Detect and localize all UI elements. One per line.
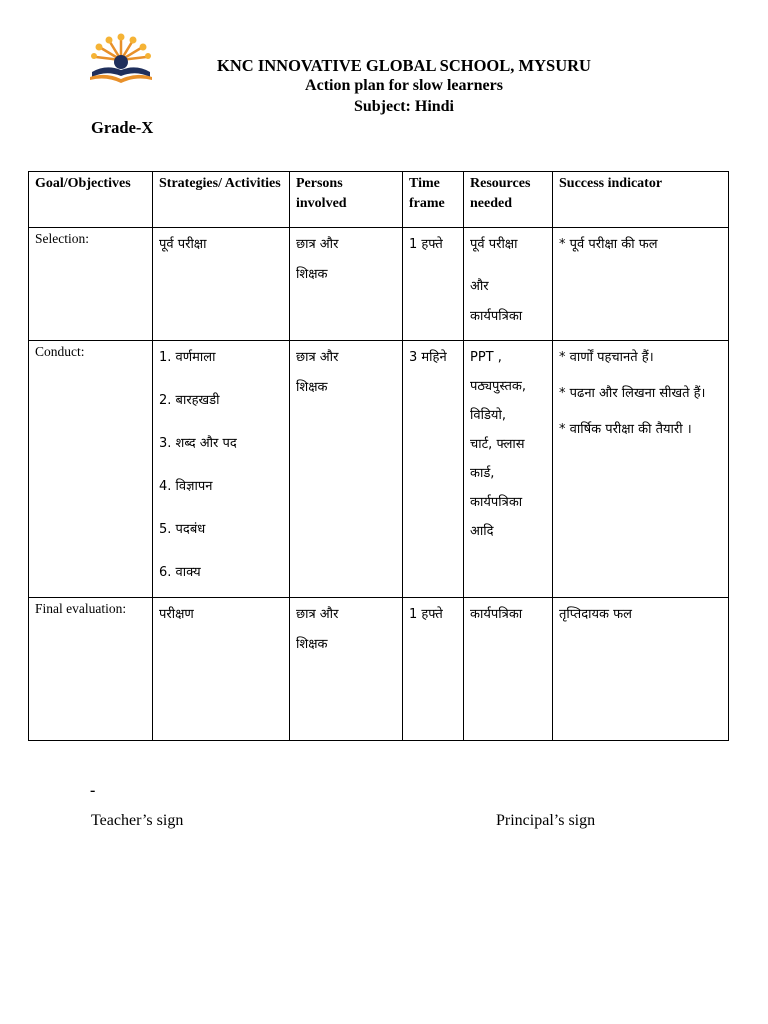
- resource-item: PPT ,: [470, 350, 502, 365]
- resource-item: आदि: [470, 524, 494, 539]
- success-item: तृप्तिदायक फल: [559, 607, 632, 622]
- resources-cell: [464, 341, 553, 598]
- time-cell: 1 हफ्ते: [403, 228, 464, 341]
- resource-item: और: [470, 279, 489, 294]
- success-item: * पूर्व परीक्षा की फल: [559, 237, 658, 252]
- action-plan-table: [28, 171, 729, 741]
- persons-cell: [290, 228, 403, 341]
- success-item: * पढना और लिखना सीखते हैं।: [559, 386, 706, 401]
- strategy-item: 2. बारहखडी: [159, 393, 220, 408]
- column-header: Persons involved: [290, 172, 403, 228]
- school-name: KNC INNOVATIVE GLOBAL SCHOOL, MYSURU: [217, 56, 591, 75]
- resource-item: विडियो,: [470, 408, 506, 423]
- column-header: Success indicator: [553, 172, 729, 228]
- strategy-item: 1. वर्णमाला: [159, 350, 216, 365]
- strategy-item: 6. वाक्य: [159, 565, 201, 580]
- strategy-item: परीक्षण: [159, 607, 194, 622]
- teacher-sign-label: Teacher’s sign: [91, 812, 184, 829]
- column-header: Goal/Objectives: [29, 172, 153, 228]
- success-cell: [553, 228, 729, 341]
- strategies-cell: [153, 228, 290, 341]
- resource-item: पठ्यपुस्तक,: [470, 379, 527, 394]
- success-item: * वार्णों पहचानते हैं।: [559, 350, 654, 365]
- persons-line: छात्र और: [296, 607, 339, 622]
- table-row: [29, 341, 729, 598]
- resource-item: चार्ट, फ्लास: [470, 437, 525, 452]
- persons-line: छात्र और: [296, 237, 339, 252]
- strategy-item: 5. पदबंध: [159, 522, 206, 537]
- grade-label: Grade-X: [91, 118, 154, 137]
- goal-cell: Conduct:: [29, 341, 153, 598]
- persons-cell: [290, 598, 403, 741]
- strategies-cell: [153, 598, 290, 741]
- success-item: * वार्षिक परीक्षा की तैयारी ।: [559, 422, 692, 437]
- dash-mark: -: [90, 782, 96, 799]
- goal-cell: Selection:: [29, 228, 153, 341]
- resource-item: कार्यपत्रिका: [470, 309, 523, 324]
- plan-title: Action plan for slow learners: [305, 77, 503, 94]
- column-header: Strategies/ Activities: [153, 172, 290, 228]
- resources-cell: [464, 598, 553, 741]
- column-header: Time frame: [403, 172, 464, 228]
- persons-line: शिक्षक: [296, 637, 328, 652]
- strategy-item: 4. विज्ञापन: [159, 479, 213, 494]
- principal-sign-label: Principal’s sign: [496, 812, 596, 829]
- time-cell: 1 हफ्ते: [403, 598, 464, 741]
- table-row: [29, 598, 729, 741]
- time-cell: 3 महिने: [403, 341, 464, 598]
- success-cell: [553, 598, 729, 741]
- table-header-row: [29, 172, 729, 228]
- persons-line: शिक्षक: [296, 267, 328, 282]
- goal-cell: Final evaluation:: [29, 598, 153, 741]
- resource-item: कार्यपत्रिका: [470, 495, 523, 510]
- persons-line: छात्र और: [296, 350, 339, 365]
- persons-cell: [290, 341, 403, 598]
- persons-line: शिक्षक: [296, 380, 328, 395]
- strategy-item: पूर्व परीक्षा: [159, 237, 207, 252]
- table-row: [29, 228, 729, 341]
- column-header: Resources needed: [464, 172, 553, 228]
- subject-title: Subject: Hindi: [353, 98, 454, 115]
- strategies-cell: [153, 341, 290, 598]
- resource-item: पूर्व परीक्षा: [470, 237, 518, 252]
- resource-item: कार्ड,: [470, 466, 495, 481]
- resource-item: कार्यपत्रिका: [470, 607, 523, 622]
- success-cell: [553, 341, 729, 598]
- resources-cell: [464, 228, 553, 341]
- strategy-item: 3. शब्द और पद: [159, 436, 237, 451]
